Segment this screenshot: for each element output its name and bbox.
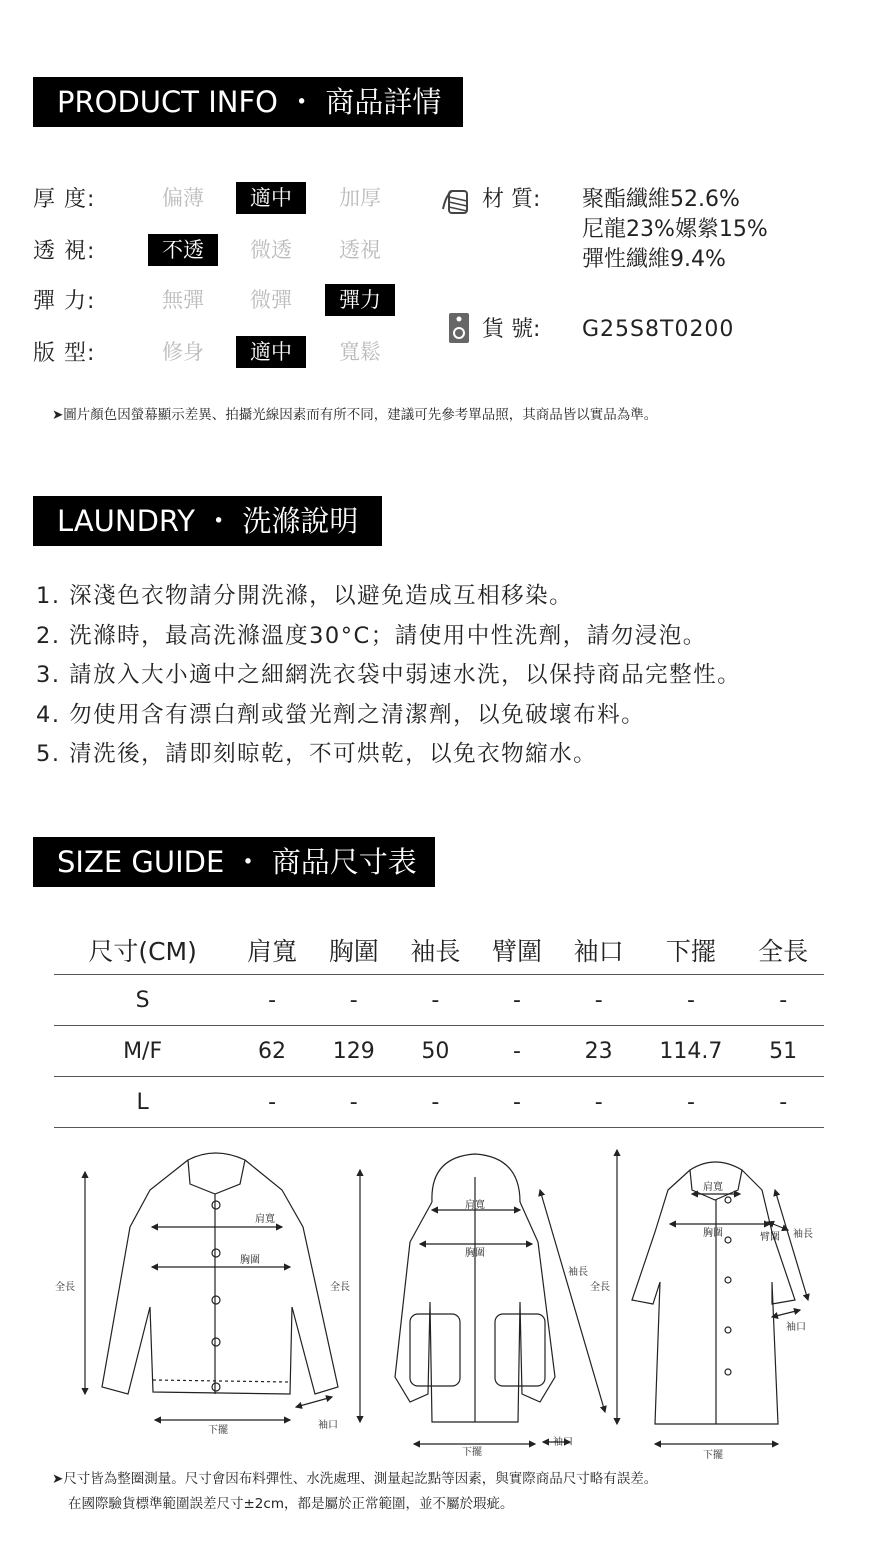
table-cell: - bbox=[395, 1077, 477, 1128]
laundry-header: LAUNDRY ・ 洗滌說明 bbox=[33, 496, 382, 546]
column-header: 胸圍 bbox=[313, 926, 395, 975]
diagram-label: 袖口 bbox=[553, 1437, 573, 1448]
diagram-label: 全長 bbox=[330, 1282, 350, 1293]
material-line: 聚酯纖維52.6% bbox=[582, 187, 740, 212]
attribute-option: 微彈 bbox=[250, 288, 292, 312]
diagram-label: 肩寬 bbox=[255, 1214, 275, 1225]
attribute-label: 版 型: bbox=[33, 341, 96, 366]
attribute-label: 透 視: bbox=[33, 239, 96, 264]
measurement-diagram bbox=[0, 1132, 875, 1462]
attribute-row bbox=[33, 284, 403, 320]
laundry-item: 5. 清洗後，請即刻晾乾，不可烘乾，以免衣物縮水。 bbox=[36, 741, 598, 767]
column-header: 尺寸(CM) bbox=[54, 926, 231, 975]
thread-icon bbox=[440, 187, 476, 217]
attribute-option: 加厚 bbox=[339, 186, 381, 210]
diagram-label: 袖長 bbox=[568, 1267, 588, 1278]
column-header: 臂圍 bbox=[476, 926, 558, 975]
attribute-label: 彈 力: bbox=[33, 289, 96, 314]
column-header: 袖口 bbox=[558, 926, 640, 975]
size-note: 在國際驗貨標準範圍誤差尺寸±2cm，都是屬於正常範圍，並不屬於瑕疵。 bbox=[68, 1496, 514, 1512]
attribute-option: 微透 bbox=[250, 238, 292, 262]
column-header: 肩寬 bbox=[231, 926, 313, 975]
diagram-label: 袖口 bbox=[786, 1322, 806, 1333]
laundry-item: 4. 勿使用含有漂白劑或螢光劑之清潔劑，以免破壞布料。 bbox=[36, 702, 646, 728]
table-cell: - bbox=[742, 1077, 824, 1128]
table-cell: - bbox=[742, 975, 824, 1026]
size-table bbox=[54, 926, 824, 1128]
attribute-option: 寬鬆 bbox=[339, 340, 381, 364]
laundry-item: 2. 洗滌時，最高洗滌溫度30°C；請使用中性洗劑，請勿浸泡。 bbox=[36, 623, 707, 649]
diagram-label: 肩寬 bbox=[703, 1182, 723, 1193]
diagram-label: 全長 bbox=[590, 1282, 610, 1293]
diagram-label: 袖口 bbox=[318, 1420, 338, 1431]
table-cell: 50 bbox=[395, 1026, 477, 1077]
attribute-option-selected: 彈力 bbox=[325, 284, 395, 316]
diagram-label: 袖長 bbox=[793, 1229, 813, 1240]
table-cell: - bbox=[476, 975, 558, 1026]
laundry-item: 1. 深淺色衣物請分開洗滌，以避免造成互相移染。 bbox=[36, 583, 574, 609]
table-cell: 114.7 bbox=[640, 1026, 743, 1077]
attribute-row bbox=[33, 182, 403, 218]
diagram-label: 下擺 bbox=[208, 1425, 228, 1436]
diagram-label: 胸圍 bbox=[703, 1228, 723, 1239]
table-cell: M/F bbox=[54, 1026, 231, 1077]
diagram-label: 臂圍 bbox=[760, 1232, 780, 1243]
size-table-header-row bbox=[54, 926, 824, 975]
attribute-row bbox=[33, 234, 403, 270]
attribute-option: 無彈 bbox=[162, 288, 204, 312]
column-header: 下擺 bbox=[640, 926, 743, 975]
material-label: 材 質: bbox=[482, 187, 541, 212]
table-cell: - bbox=[558, 1077, 640, 1128]
table-cell: 62 bbox=[231, 1026, 313, 1077]
table-cell: 51 bbox=[742, 1026, 824, 1077]
table-cell: - bbox=[558, 975, 640, 1026]
table-cell: - bbox=[313, 975, 395, 1026]
table-cell: - bbox=[395, 975, 477, 1026]
table-row bbox=[54, 1026, 824, 1077]
attribute-option: 修身 bbox=[162, 340, 204, 364]
table-cell: 23 bbox=[558, 1026, 640, 1077]
table-cell: - bbox=[476, 1077, 558, 1128]
sku-label: 貨 號: bbox=[482, 317, 541, 342]
table-cell: L bbox=[54, 1077, 231, 1128]
diagram-label: 下擺 bbox=[462, 1447, 482, 1458]
table-cell: - bbox=[231, 1077, 313, 1128]
attribute-option-selected: 適中 bbox=[236, 336, 306, 368]
table-cell: - bbox=[313, 1077, 395, 1128]
table-row bbox=[54, 975, 824, 1026]
attribute-option-selected: 適中 bbox=[236, 182, 306, 214]
table-cell: - bbox=[640, 1077, 743, 1128]
column-header: 袖長 bbox=[395, 926, 477, 975]
diagram-label: 下擺 bbox=[703, 1450, 723, 1461]
table-cell: - bbox=[231, 975, 313, 1026]
column-header: 全長 bbox=[742, 926, 824, 975]
tag-icon bbox=[447, 311, 473, 345]
table-cell: S bbox=[54, 975, 231, 1026]
hoodie-drawing bbox=[395, 1154, 555, 1422]
attribute-option: 偏薄 bbox=[162, 186, 204, 210]
size-note: ➤尺寸皆為整圈測量。尺寸會因布料彈性、水洗處理、測量起訖點等因素，與實際商品尺寸略有誤差。 bbox=[52, 1471, 658, 1487]
sku-value: G25S8T0200 bbox=[582, 317, 735, 342]
diagram-label: 全長 bbox=[55, 1282, 75, 1293]
diagram-label: 肩寬 bbox=[465, 1200, 485, 1211]
product-info-header: PRODUCT INFO ・ 商品詳情 bbox=[33, 77, 463, 127]
attribute-option: 透視 bbox=[339, 238, 381, 262]
diagram-label: 胸圍 bbox=[240, 1255, 260, 1266]
long-coat-drawing bbox=[632, 1162, 795, 1424]
diagram-label: 胸圍 bbox=[465, 1248, 485, 1259]
attribute-option-selected: 不透 bbox=[148, 234, 218, 266]
laundry-item: 3. 請放入大小適中之細網洗衣袋中弱速水洗，以保持商品完整性。 bbox=[36, 662, 742, 688]
material-line: 尼龍23%嫘縈15% bbox=[582, 217, 768, 242]
attribute-label: 厚 度: bbox=[33, 187, 96, 212]
product-note: ➤圖片顏色因螢幕顯示差異、拍攝光線因素而有所不同，建議可先參考單品照，其商品皆以實品為準。 bbox=[52, 407, 658, 423]
table-row bbox=[54, 1077, 824, 1128]
material-line: 彈性纖維9.4% bbox=[582, 247, 726, 272]
front-jacket-drawing bbox=[102, 1153, 338, 1394]
attribute-row bbox=[33, 336, 403, 372]
table-cell: - bbox=[640, 975, 743, 1026]
size-guide-header: SIZE GUIDE ・ 商品尺寸表 bbox=[33, 837, 435, 887]
table-cell: 129 bbox=[313, 1026, 395, 1077]
table-cell: - bbox=[476, 1026, 558, 1077]
